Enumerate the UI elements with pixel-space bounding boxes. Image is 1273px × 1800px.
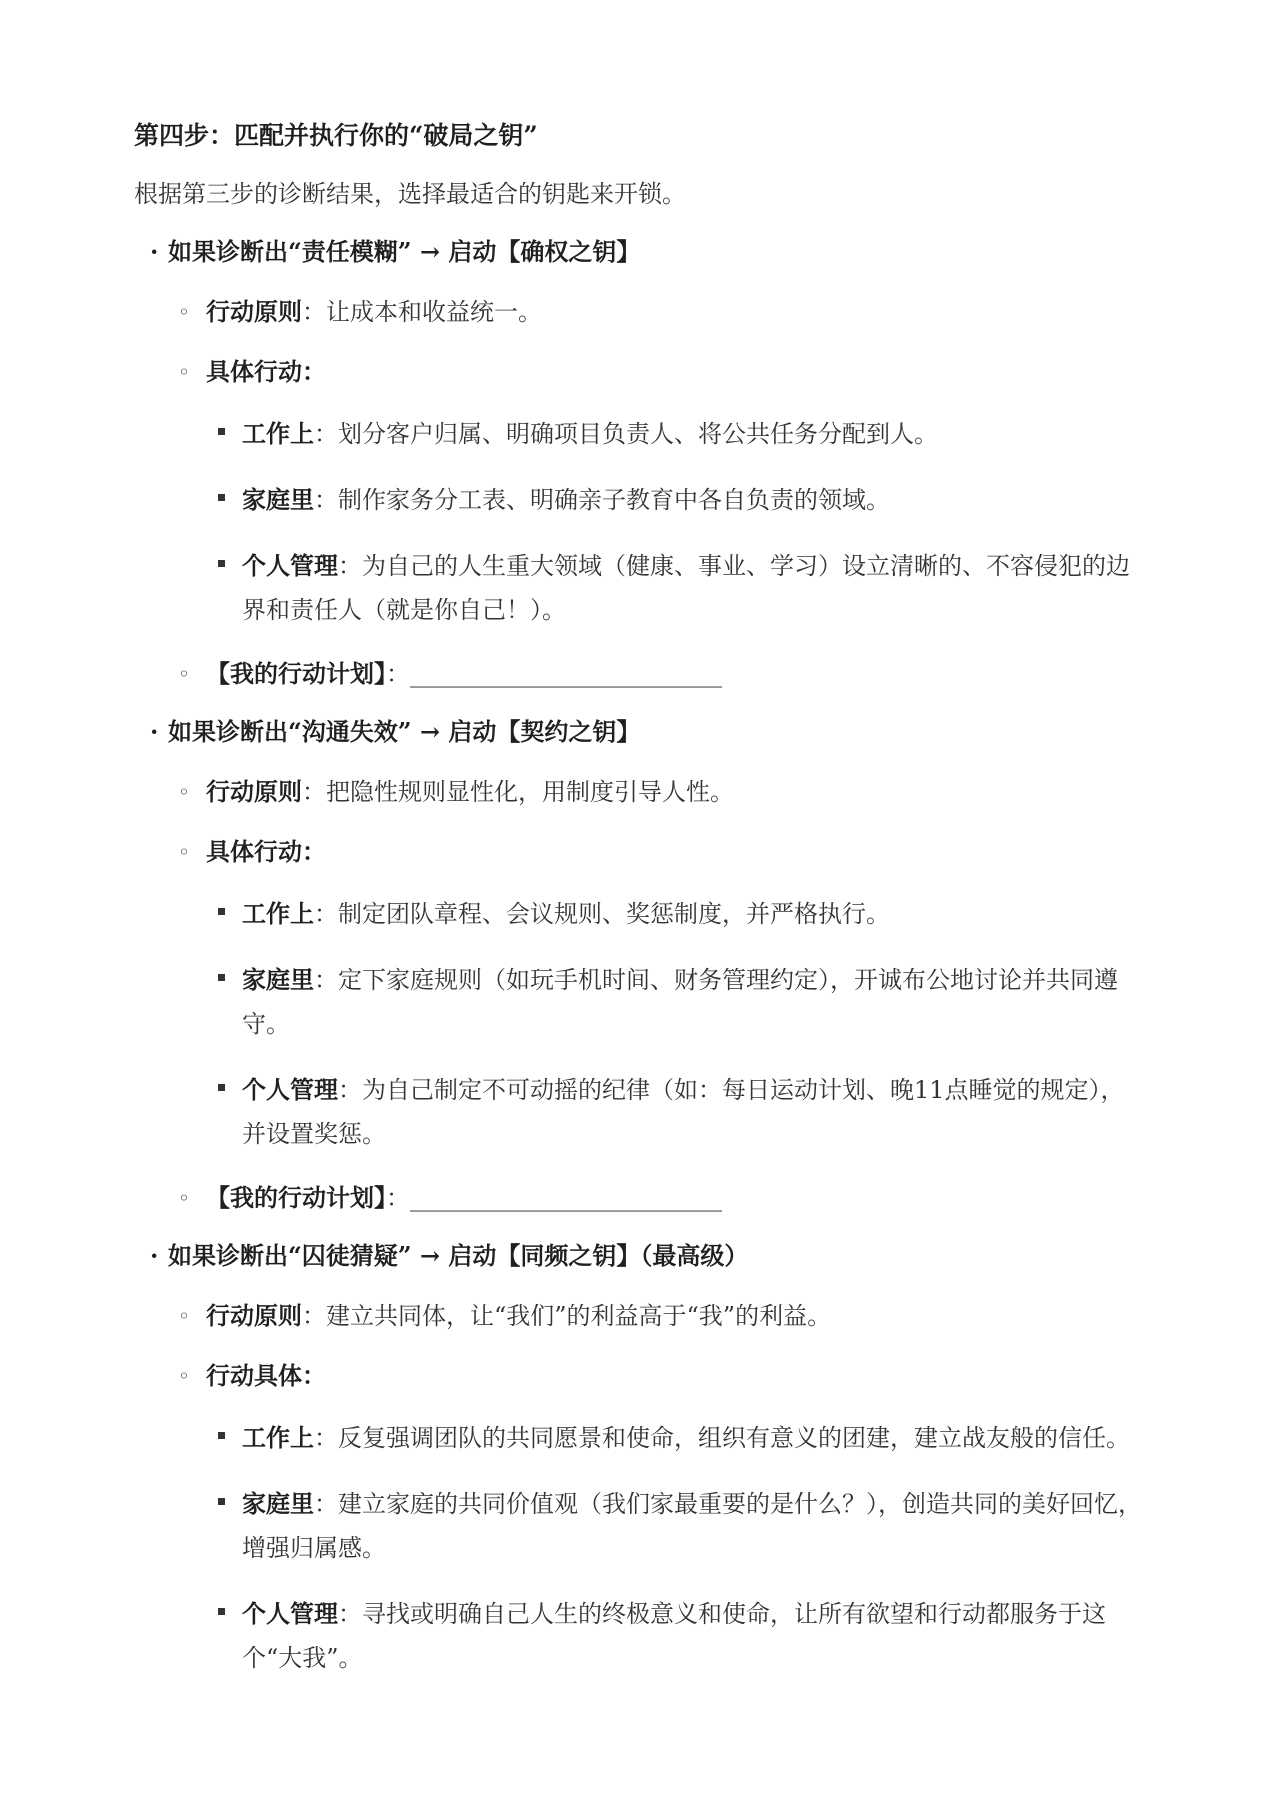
action-item: 家庭里：定下家庭规则（如玩手机时间、财务管理约定），开诚布公地讨论并共同遵守。 (134, 958, 1144, 1046)
principle-item (134, 774, 1144, 810)
actions-label: 行动具体： (206, 1361, 326, 1390)
bullet-dot-icon: · (150, 717, 159, 746)
section-title: · 如果诊断出“责任模糊” → 启动【确权之钥】 (134, 234, 1144, 270)
hollow-circle-icon: ◦ (178, 1186, 190, 1210)
principle-item (134, 1298, 1144, 1334)
action-item: 个人管理：寻找或明确自己人生的终极意义和使命，让所有欲望和行动都服务于这个“大我”。 (134, 1592, 1144, 1680)
bullet-dot-icon: · (150, 237, 159, 266)
section-suspicion (134, 1238, 1144, 1680)
principle-label: 行动原则 (206, 777, 302, 806)
action-item: 个人管理：为自己的人生重大领域（健康、事业、学习）设立清晰的、不容侵犯的边界和责任人（就是你自己！）。 (134, 544, 1144, 632)
square-bullet-icon (218, 1498, 225, 1505)
square-bullet-icon (218, 1084, 225, 1091)
action-plan-label: 【我的行动计划】 (206, 1183, 386, 1212)
section-responsibility (134, 234, 1144, 692)
hollow-circle-icon: ◦ (178, 840, 190, 864)
action-item: 工作上：划分客户归属、明确项目负责人、将公共任务分配到人。 (134, 412, 1144, 456)
hollow-circle-icon: ◦ (178, 300, 190, 324)
action-plan-blank[interactable]: ：__________________________ (386, 660, 722, 688)
actions-label-item (134, 834, 1144, 870)
actions-label: 具体行动： (206, 357, 326, 386)
section-communication (134, 714, 1144, 1216)
principle-label: 行动原则 (206, 297, 302, 326)
actions-label-item (134, 1358, 1144, 1394)
action-item: 家庭里：建立家庭的共同价值观（我们家最重要的是什么？），创造共同的美好回忆，增强归属感。 (134, 1482, 1144, 1570)
square-bullet-icon (218, 494, 225, 501)
hollow-circle-icon: ◦ (178, 662, 190, 686)
action-plan-label: 【我的行动计划】 (206, 659, 386, 688)
bullet-dot-icon: · (150, 1241, 159, 1270)
square-bullet-icon (218, 428, 225, 435)
section-title: · 如果诊断出“沟通失效” → 启动【契约之钥】 (134, 714, 1144, 750)
hollow-circle-icon: ◦ (178, 780, 190, 804)
document-page (134, 118, 1144, 1680)
action-plan-item (134, 656, 1144, 692)
actions-label: 具体行动： (206, 837, 326, 866)
square-bullet-icon (218, 560, 225, 567)
action-item: 工作上：反复强调团队的共同愿景和使命，组织有意义的团建，建立战友般的信任。 (134, 1416, 1144, 1460)
principle-label: 行动原则 (206, 1301, 302, 1330)
step-heading: 第四步：匹配并执行你的“破局之钥” (134, 121, 538, 150)
square-bullet-icon (218, 908, 225, 915)
principle-item (134, 294, 1144, 330)
action-item: 工作上：制定团队章程、会议规则、奖惩制度，并严格执行。 (134, 892, 1144, 936)
action-plan-blank[interactable]: ：__________________________ (386, 1184, 722, 1212)
intro-text: 根据第三步的诊断结果，选择最适合的钥匙来开锁。 (134, 180, 686, 208)
action-plan-item (134, 1180, 1144, 1216)
principle-text: ：建立共同体，让“我们”的利益高于“我”的利益。 (302, 1302, 832, 1330)
action-item: 个人管理：为自己制定不可动摇的纪律（如：每日运动计划、晚11点睡觉的规定），并设置奖惩。 (134, 1068, 1144, 1156)
square-bullet-icon (218, 1608, 225, 1615)
square-bullet-icon (218, 974, 225, 981)
actions-label-item (134, 354, 1144, 390)
principle-text: ：把隐性规则显性化，用制度引导人性。 (302, 778, 734, 806)
square-bullet-icon (218, 1432, 225, 1439)
action-item: 家庭里：制作家务分工表、明确亲子教育中各自负责的领域。 (134, 478, 1144, 522)
hollow-circle-icon: ◦ (178, 360, 190, 384)
principle-text: ：让成本和收益统一。 (302, 298, 542, 326)
hollow-circle-icon: ◦ (178, 1304, 190, 1328)
section-title: · 如果诊断出“囚徒猜疑” → 启动【同频之钥】（最高级） (134, 1238, 1144, 1274)
hollow-circle-icon: ◦ (178, 1364, 190, 1388)
